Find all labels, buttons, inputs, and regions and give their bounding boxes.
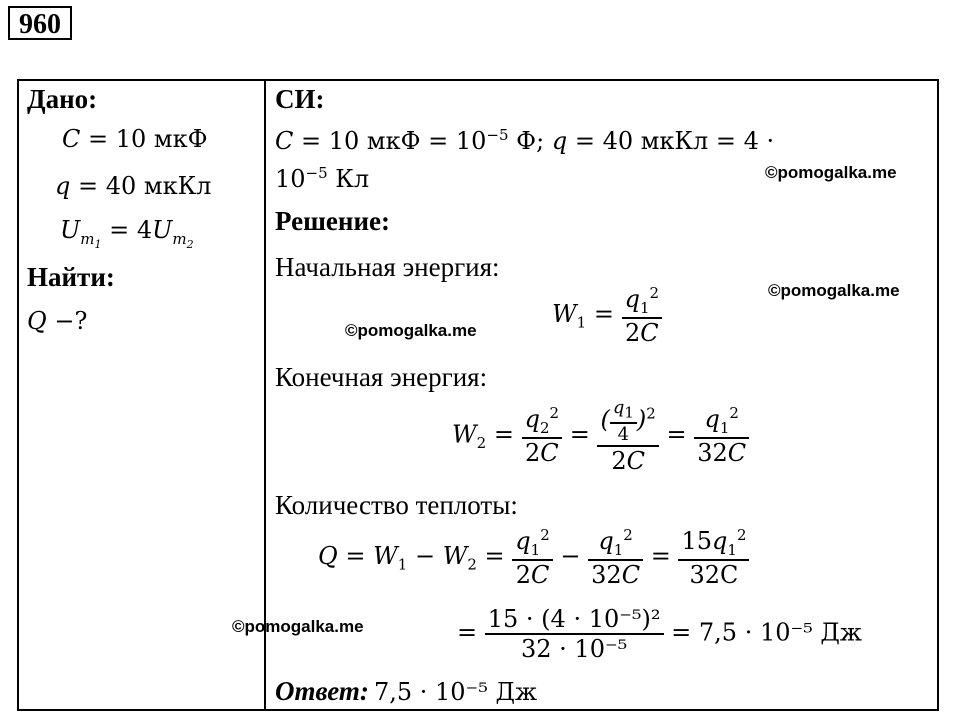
- formula-w2: $W_2$ = $\frac{q_2^2}{2C}$ = ( $\frac{q_1}{4}$ )$^2$ 2C = $\frac{q_1^2}{32C}$: [452, 397, 749, 475]
- initial-energy-label: Начальная энергия:: [275, 252, 500, 282]
- given-heading: Дано:: [27, 84, 98, 114]
- answer: [275, 676, 537, 707]
- watermark-1: ©pomogalka.me: [765, 163, 897, 182]
- si-line-2: $10^{-5}$ Кл: [275, 164, 370, 193]
- final-energy-label: Конечная энергия:: [275, 362, 488, 392]
- numeric-result: = 7,5 · 10⁻⁵ Дж: [671, 618, 862, 647]
- find-target: Q −?: [27, 307, 88, 335]
- si-heading: СИ:: [275, 84, 325, 114]
- si-line-1: C = 10 мкФ = $10^{-5}$ Ф; q = 40 мкКл = 4 ·: [275, 126, 775, 155]
- answer-value: 7,5 · 10⁻⁵ Дж: [373, 678, 538, 706]
- answer-label: Ответ:: [275, 676, 369, 706]
- problem-number: 960: [8, 6, 72, 40]
- watermark-4: ©pomogalka.me: [232, 617, 364, 636]
- find-heading: Найти:: [27, 262, 115, 292]
- solution-heading: Решение:: [275, 206, 390, 236]
- watermark-2: ©pomogalka.me: [768, 281, 900, 300]
- numeric-fraction-bottom: 32 · 10⁻⁵: [521, 635, 628, 663]
- given-capacitance: C = 10 мкФ: [62, 125, 208, 153]
- formula-w1: $W_1$ = $\frac{q_1^2}{2C}$: [552, 284, 662, 347]
- formula-heat: $Q = W_1 - W_2$ = $\frac{q_1^2}{2C}$ − $\frac{q_1^2}{32C}$ = $\frac{15q_1^2}{32C}$: [318, 526, 749, 589]
- formula-numeric: = $\frac{\text{15 · (4 · 10⁻⁵)²}}{\text{32 · 10⁻⁵}}$ = 7,5 · 10⁻⁵ Дж: [457, 605, 862, 663]
- numeric-fraction-top: 15 · (4 · 10⁻⁵)²: [485, 605, 664, 635]
- given-charge: q = 40 мкКл: [55, 172, 212, 200]
- given-voltage-relation: $U_{m_1} = 4U_{m_2}$: [60, 216, 194, 251]
- watermark-3: ©pomogalka.me: [345, 321, 477, 340]
- heat-label: Количество теплоты:: [275, 490, 518, 520]
